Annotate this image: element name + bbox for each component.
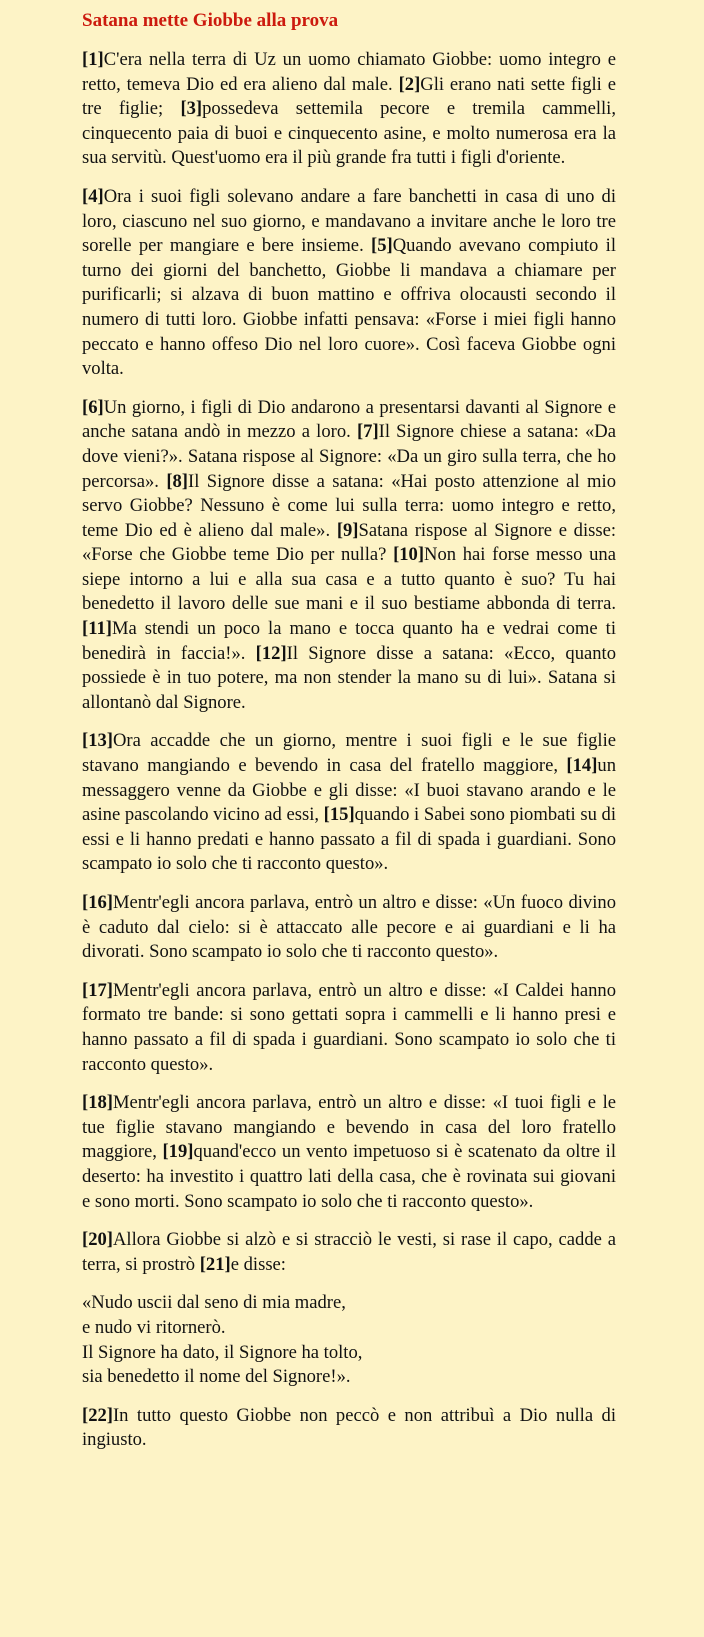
verse-number: [11]	[82, 618, 112, 640]
verse-text: Allora Giobbe si alzò e si stracciò le vesti, si rase il capo, cadde a terra, si prostrò	[82, 1229, 616, 1275]
verse-text: Satana rispose al Signore e disse: «Forse che Giobbe teme Dio per nulla?	[82, 519, 616, 566]
verse-number: [13]	[82, 730, 113, 752]
paragraph	[82, 48, 616, 171]
poem-block	[82, 1291, 616, 1389]
verse-text: Ora accadde che un giorno, mentre i suoi figli e le sue figlie stavano mangiando e bevendo in casa del fratello maggiore,	[82, 730, 616, 777]
verse-text: Mentr'egli ancora parlava, entrò un altro e disse: «Un fuoco divino è caduto dal cielo: si è attaccato alle pecore e ai guardiani e li ha divorati. Sono scampato io solo che ti racconto questo».	[82, 892, 616, 963]
verse-text: Ma stendi un poco la mano e tocca quanto ha e vedrai come ti benedirà in faccia!».	[82, 618, 616, 664]
verse-number: [18]	[82, 1092, 113, 1114]
paragraph	[82, 729, 616, 877]
verse-number: [1]	[82, 49, 104, 70]
paragraph	[82, 1228, 616, 1277]
paragraph	[82, 891, 616, 965]
verse-text: un messaggero venne da Giobbe e gli disse: «I buoi stavano arando e le asine pascolando vicino ad essi,	[82, 755, 616, 826]
verse-number: [21]	[199, 1253, 231, 1275]
verse-number: [22]	[82, 1404, 113, 1426]
verse-text: In tutto questo Giobbe non peccò e non attribuì a Dio nulla di ingiusto.	[82, 1404, 616, 1451]
verse-number: [3]	[180, 98, 203, 120]
verse-number: [10]	[393, 544, 425, 566]
poem-line: Il Signore ha dato, il Signore ha tolto,	[82, 1341, 363, 1363]
verse-number: [19]	[162, 1141, 194, 1163]
verse-number: [16]	[82, 892, 113, 913]
verse-number: [6]	[82, 396, 104, 418]
verse-number: [20]	[82, 1229, 113, 1251]
verse-text: C'era nella terra di Uz un uomo chiamato Giobbe: uomo integro e retto, temeva Dio ed era alieno dal male.	[82, 49, 616, 95]
verse-text: Quando avevano compiuto il turno dei giorni del banchetto, Giobbe li mandava a chiamare per purificarli; si alzava di buon mattino e offriva olocausti secondo il numero di tutti loro. Giobbe infatti pensava: «Forse i miei figli hanno peccato e hanno offeso Dio nel loro cuore». Così faceva Giobbe ogni volta.	[82, 235, 616, 380]
paragraphs-container	[82, 48, 616, 1277]
verse-number: [14]	[566, 755, 598, 777]
paragraph	[82, 1091, 616, 1214]
verse-text: quand'ecco un vento impetuoso si è scatenato da oltre il deserto: ha investito i quattro lati della casa, che è rovinata sui giovani e sono morti. Sono scampato io solo che ti racconto questo».	[82, 1141, 616, 1212]
verse-text: Mentr'egli ancora parlava, entrò un altro e disse: «I tuoi figli e le tue figlie stavano mangiando e bevendo in casa del loro fratello maggiore,	[82, 1092, 616, 1163]
verse-text: Il Signore disse a satana: «Ecco, quanto possiede è in tuo potere, ma non stender la mano su di lui». Satana si allontanò dal Signore.	[82, 642, 617, 713]
paragraph	[82, 396, 616, 716]
verse-number: [8]	[166, 470, 188, 492]
poem-line: sia benedetto il nome del Signore!».	[82, 1366, 351, 1388]
verse-number: [7]	[356, 421, 379, 443]
verse-text: quando i Sabei sono piombati su di essi e li hanno predati e hanno passato a fil di spada i guardiani. Sono scampato io solo che ti racconto questo».	[82, 804, 616, 875]
verse-text: Non hai forse messo una siepe intorno a lui e alla sua casa e a tutto quanto è suo? Tu hai benedetto il lavoro delle sue mani e il suo bestiame abbonda di terra.	[82, 544, 616, 615]
poem-line: e nudo vi ritornerò.	[82, 1316, 226, 1338]
verse-number: [5]	[371, 235, 393, 257]
verse-number: [12]	[255, 642, 287, 664]
verse-text: Ora i suoi figli solevano andare a fare banchetti in casa di uno di loro, ciascuno nel suo giorno, e mandavano a invitare anche le loro tre sorelle per mangiare e bere insieme.	[82, 185, 616, 257]
verse-text: possedeva settemila pecore e tremila cammelli, cinquecento paia di buoi e cinquecento asine, e molto numerosa era la sua servitù. Quest'uomo era il più grande fra tutti i figli d'oriente.	[82, 98, 616, 169]
verse-text: Mentr'egli ancora parlava, entrò un altro e disse: «I Caldei hanno formato tre bande: si sono gettati sopra i cammelli e li hanno presi e hanno passato a fil di spada i guardiani. Sono scampato io solo che ti racconto questo».	[82, 979, 616, 1075]
verse-text: Gli erano nati sette figli e tre figlie;	[82, 73, 616, 120]
verse-number: [4]	[82, 185, 104, 207]
paragraph	[82, 185, 616, 382]
closing-paragraph	[82, 1404, 616, 1453]
verse-number: [9]	[336, 519, 359, 541]
paragraph	[82, 979, 616, 1077]
verse-text: e disse:	[230, 1253, 286, 1275]
verse-text: Un giorno, i figli di Dio andarono a presentarsi davanti al Signore e anche satana andò in mezzo a loro.	[82, 396, 616, 443]
verse-number: [17]	[82, 979, 113, 1001]
page-title: Satana mette Giobbe alla prova	[82, 10, 339, 31]
verse-number: [2]	[398, 73, 421, 95]
verse-number: [15]	[323, 804, 355, 826]
verse-text: Il Signore chiese a satana: «Da dove vieni?». Satana rispose al Signore: «Da un giro sulla terra, che ho percorsa».	[82, 421, 616, 492]
verse-text: Il Signore disse a satana: «Hai posto attenzione al mio servo Giobbe? Nessuno è come lui sulla terra: uomo integro e retto, teme Dio ed è alieno dal male».	[82, 470, 616, 541]
poem-line: «Nudo uscii dal seno di mia madre,	[82, 1292, 346, 1314]
